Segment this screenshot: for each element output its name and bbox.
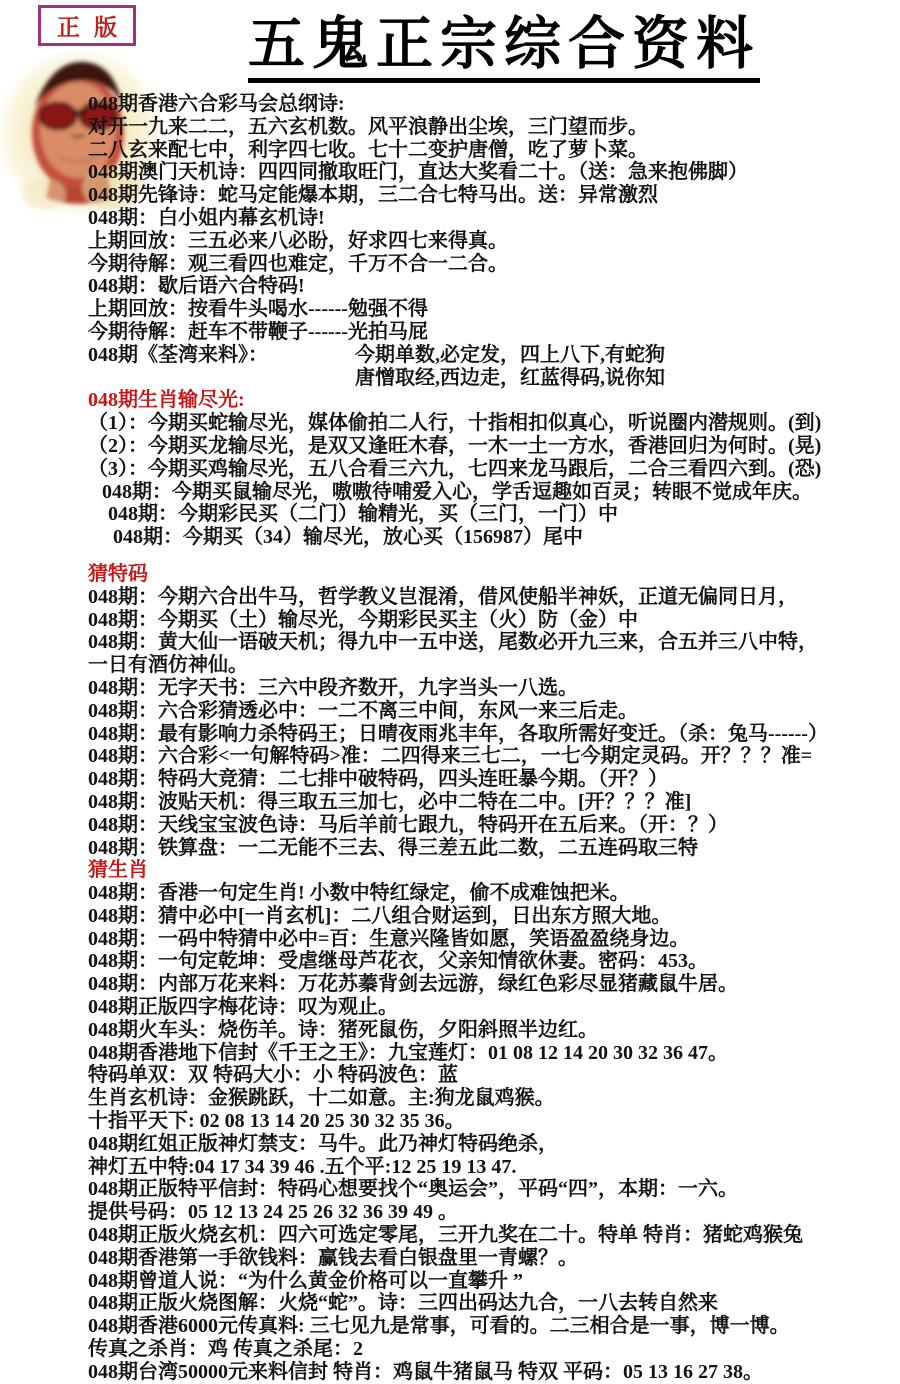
text-line: 提供号码：05 12 13 24 25 26 32 36 39 49 。	[88, 1201, 458, 1224]
text-line: （1）：今期买蛇输尽光，媒体偷拍二人行，十指相扣似真心，听说圈内潜规则。(到)	[88, 412, 822, 435]
text-line: 048期：香港一句定生肖! 小数中特红绿定，偷不成难蚀把米。	[88, 882, 630, 905]
text-line: 今期待解：赶车不带鞭子------光拍马屁	[88, 320, 428, 343]
text-line: 048期火车头：烧伤羊。诗：猪死鼠伤，夕阳斜照半边红。	[88, 1018, 598, 1041]
text-line: 048期正版火烧图解：火烧“蛇”。诗：三四出码达九合，一八去转自然来	[88, 1292, 718, 1315]
text-line: 048期红姐正版神灯禁支：马牛。此乃神灯特码绝杀，	[88, 1132, 558, 1155]
text-line: 048期香港6000元传真料: 三七见九是常事，可看的。二三相合是一事，博一博。	[88, 1315, 790, 1338]
text-line: 一日有酒仿神仙。	[88, 654, 248, 677]
text-line: 特码单双：双 特码大小：小 特码波色：蓝	[88, 1064, 458, 1087]
section-heading: 猜生肖	[88, 859, 148, 882]
text-line: 传真之杀肖：鸡 传真之杀尾：2	[88, 1338, 363, 1361]
text-line: 048期：一码中特猜中必中=百：生意兴隆皆如愿，笑语盈盈绕身边。	[88, 927, 690, 950]
text-line: 二八玄来配七中，利字四七收。七十二变护唐僧，吃了萝卜菜。	[88, 138, 648, 161]
text-line: 048期：特码大竞猜：二七排中破特码，四头连旺暴今期。（开？）	[88, 768, 668, 791]
text-line: 048期：最有影响力杀特码王；日晴夜雨兆丰年，各取所需好变迁。（杀：兔马------）	[88, 722, 828, 745]
text-line: 唐憎取经,西边走，红蓝得码,说你知	[355, 366, 665, 389]
text-line: 048期：今期买鼠输尽光，嗷嗷待哺爱入心，学舌逗趣如百灵；转眼不觉成年庆。	[102, 480, 812, 503]
text-line: 048期：今期买（土）输尽光，今期彩民买主（火）防（金）中	[88, 608, 638, 631]
text-line: 048期先锋诗：蛇马定能爆本期，三二合七特马出。送：异常激烈	[88, 184, 658, 207]
text-line: 048期：六合彩<一句解特码>准：二四得来三七二，一七今期定灵码。开？？？准=	[88, 745, 813, 768]
text-line: 048期：歇后语六合特码!	[88, 275, 305, 298]
authenticity-badge	[38, 5, 136, 46]
text-line: 048期香港六合彩马会总纲诗:	[88, 93, 345, 115]
text-line: 048期：一句定乾坤：受虐继母芦花衣，父亲知情欲休妻。密码：453。	[88, 950, 708, 973]
text-line: 048期香港第一手欲钱料：赢钱去看白银盘里一青螺？。	[88, 1246, 578, 1269]
text-line: 上期回放：按看牛头喝水------勉强不得	[88, 298, 428, 321]
text-line: 048期正版火烧玄机：四六可选定零尾，三开九奖在二十。特单 特肖：猪蛇鸡猴兔	[88, 1224, 803, 1247]
text-line: 048期：铁算盘：一二无能不三去、得三差五此二数，二五连码取三特	[88, 836, 698, 859]
section-heading: 猜特码	[88, 562, 148, 585]
text-line: 048期香港地下信封《千王之王》：九宝莲灯：01 08 12 14 20 30 32 36 47。	[88, 1041, 728, 1064]
badge-label: 正版	[57, 15, 131, 40]
text-line: 上期回放：三五必来八必盼，好求四七来得真。	[88, 229, 508, 252]
line-detail: 今期单数,必定发，四上八下,有蛇狗	[355, 343, 665, 366]
text-line: 048期：白小姐内幕玄机诗!	[88, 206, 325, 229]
text-line: 048期正版特平信封：特码心想要找个“奥运会”，平码“四”，本期：一六。	[88, 1178, 738, 1201]
text-line: 生肖玄机诗：金猴跳跃，十二如意。主:狗龙鼠鸡猴。	[88, 1087, 555, 1110]
text-line: 048期：无字天书：三六中段齐数开，九字当头一八选。	[88, 676, 578, 699]
text-line: 对开一九来二二，五六玄机数。风平浪静出尘埃，三门望而步。	[88, 115, 648, 138]
text-line: 048期：今期买（34）输尽光，放心买（156987）尾中	[113, 526, 583, 549]
text-line: 048期：猜中必中[一肖玄机]：二八组合财运到，日出东方照大地。	[88, 904, 672, 927]
text-line	[88, 344, 900, 367]
text-line: 048期正版四字梅花诗：叹为观止。	[88, 996, 398, 1019]
text-line: 048期澳门天机诗：四四同撤取旺门，直达大奖看二十。（送：急来抱佛脚）	[88, 161, 748, 184]
text-line: （2）：今期买龙输尽光，是双又逢旺木春，一木一土一方水，香港回归为何时。(晃)	[88, 434, 822, 457]
text-line: 048期台湾50000元来料信封 特肖：鸡鼠牛猪鼠马 特双 平码：05 13 16 27 38。	[88, 1360, 763, 1383]
page-title: 五鬼正宗综合资料	[248, 14, 760, 83]
text-line: 今期待解：观三看四也难定，千万不合一二合。	[88, 252, 508, 275]
text-line: 神灯五中特:04 17 34 39 46 .五个平:12 25 19 13 47.	[88, 1155, 517, 1178]
text-line: 048期：黄大仙一语破天机；得九中一五中送，尾数必开九三来，合五并三八中特，	[88, 631, 818, 654]
text-line: 十指平天下: 02 08 13 14 20 25 30 32 35 36。	[88, 1110, 465, 1133]
line-label: 048期《荃湾来料》：	[88, 343, 268, 366]
text-line: 048期：内部万花来料：万花苏蓁背剑去远游，绿红色彩尽显猪藏鼠牛居。	[88, 973, 738, 996]
section-heading: 048期生肖输尽光:	[88, 389, 245, 412]
text-line: 048期：波贴天机：得三取五三加七，必中二特在二中。[开？？？准]	[88, 790, 692, 813]
text-line: 048期：六合彩猜透必中：一二不离三中间，东风一来三后走。	[88, 699, 638, 722]
text-line: 048期：天线宝宝波色诗：马后羊前七跟九，特码开在五后来。（开：？）	[88, 813, 728, 836]
text-line: 048期：今期六合出牛马，哲学教义岂混淆，借风使船半神妖，正道无偏同日月，	[88, 585, 798, 608]
text-line: （3）：今期买鸡输尽光，五八合看三六九，七四来龙马跟后，二合三看四六到。(恐)	[88, 457, 822, 480]
content-lines	[88, 93, 900, 1384]
text-line: 048期曾道人说：“为什么黄金价格可以一直攀升 ”	[88, 1269, 523, 1292]
text-line: 048期：今期彩民买（二门）输精光，买（三门，一门）中	[108, 503, 618, 526]
